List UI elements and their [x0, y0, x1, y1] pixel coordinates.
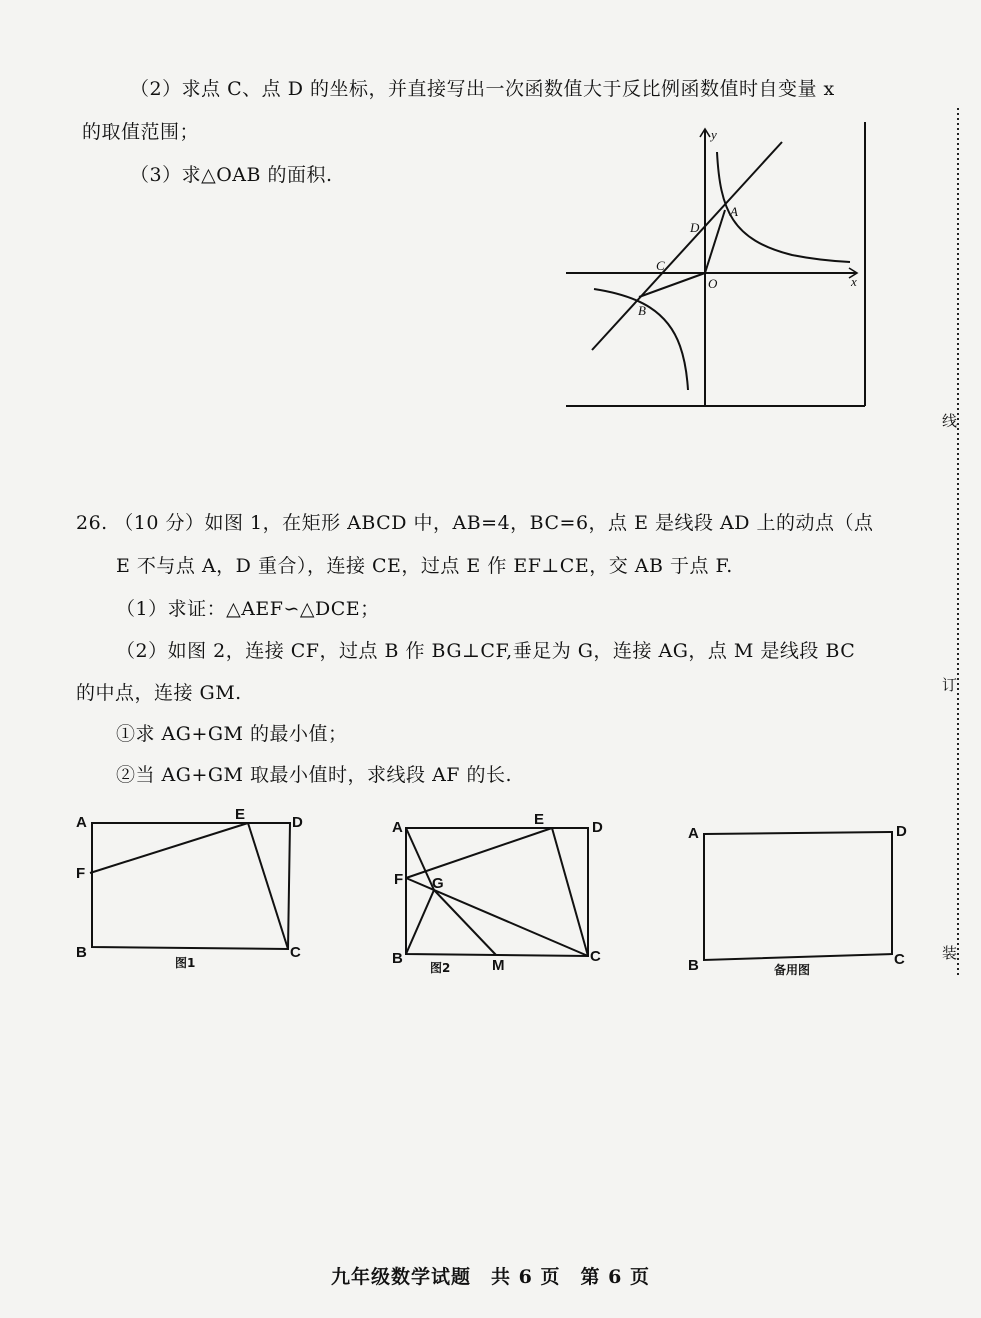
segment-ob — [639, 273, 705, 297]
point-b-label: B — [638, 303, 646, 318]
fig1-label-d: D — [292, 814, 303, 831]
binding-char-zhuang: 装 — [942, 940, 957, 965]
segment-ec — [552, 828, 588, 956]
origin-label: O — [708, 276, 718, 291]
binding-line — [948, 108, 968, 978]
figure-2 — [388, 808, 618, 978]
segment-ec — [248, 823, 288, 949]
fig3-label-d: D — [896, 823, 907, 840]
fig2-label-c: C — [590, 948, 601, 965]
rectangle-abcd — [704, 832, 892, 960]
x-axis-label: x — [851, 274, 857, 289]
q26-part2-sub2: ②当 AG+GM 取最小值时，求线段 AF 的长. — [116, 764, 513, 786]
point-c-label: C — [656, 258, 665, 273]
fig1-label-e: E — [235, 806, 246, 823]
figure-1 — [70, 805, 320, 975]
fig2-label-m: M — [492, 957, 505, 974]
binding-char-xian: 线 — [942, 408, 957, 433]
fig2-caption: 图2 — [430, 961, 451, 975]
figure-spare — [684, 814, 914, 984]
point-d-label: D — [690, 220, 700, 235]
segment-ef — [90, 823, 248, 873]
segment-bg — [406, 890, 434, 954]
fig2-label-d: D — [592, 819, 603, 836]
fig2-label-g: G — [432, 875, 444, 892]
fig3-caption: 备用图 — [774, 963, 811, 977]
fig1-label-c: C — [290, 944, 301, 961]
binding-char-ding: 订 — [942, 672, 957, 697]
fig1-label-a: A — [76, 814, 87, 831]
fig2-label-a: A — [392, 819, 403, 836]
linear-function-line — [592, 142, 782, 350]
q26-line2: E 不与点 A，D 重合），连接 CE，过点 E 作 EF⊥CE，交 AB 于点 F. — [116, 555, 733, 577]
q25-part2-line2: 的取值范围； — [82, 121, 200, 143]
function-graph — [560, 122, 880, 412]
fig3-label-c: C — [894, 951, 905, 968]
q26-part1: （1）求证：△AEF∽△DCE； — [116, 598, 380, 620]
fig1-label-b: B — [76, 944, 87, 961]
fig1-caption: 图1 — [175, 956, 196, 970]
q26-part2-sub1: ①求 AG+GM 的最小值； — [116, 723, 348, 745]
fig2-label-e: E — [534, 811, 545, 828]
fig2-label-b: B — [392, 950, 403, 967]
segment-ef — [406, 828, 552, 878]
q26-part2-line1: （2）如图 2，连接 CF，过点 B 作 BG⊥CF,垂足为 G，连接 AG，点 M 是线段 BC — [116, 640, 856, 662]
y-axis-label: y — [711, 127, 717, 142]
page-footer: 九年级数学试题 共 6 页 第 6 页 — [331, 1266, 650, 1288]
segment-oa — [705, 210, 725, 273]
fig3-label-a: A — [688, 825, 699, 842]
fig2-label-f: F — [394, 871, 404, 888]
q26-line1: 26. （10 分）如图 1，在矩形 ABCD 中，AB=4，BC=6，点 E 是线段 AD 上的动点（点 — [76, 512, 874, 534]
q25-part2-line1: （2）求点 C、点 D 的坐标，并直接写出一次函数值大于反比例函数值时自变量 x — [130, 78, 835, 100]
segment-gm — [434, 890, 496, 955]
fig3-label-b: B — [688, 957, 699, 974]
fig1-label-f: F — [76, 865, 86, 882]
q25-part3: （3）求△OAB 的面积. — [130, 164, 333, 186]
point-a-label: A — [730, 204, 738, 219]
q26-part2-line2: 的中点，连接 GM. — [76, 682, 242, 704]
